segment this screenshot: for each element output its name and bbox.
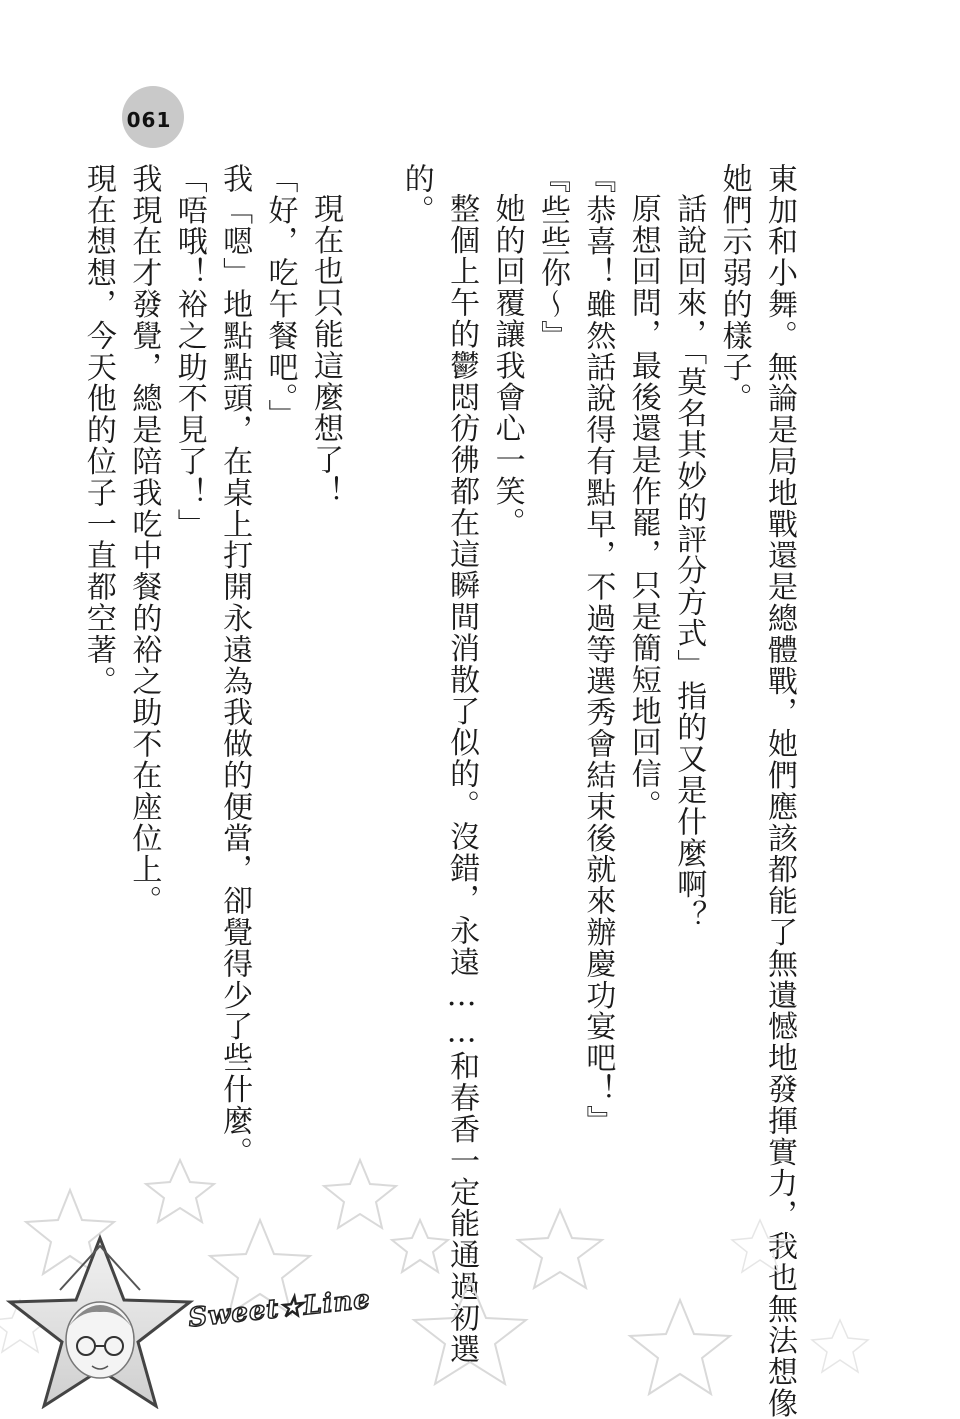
- text-line: 整個上午的鬱悶彷彿都在這瞬間消散了似的。沒錯，永遠……和春香一定能通過初選: [444, 193, 480, 1365]
- text-line: 的。: [398, 163, 434, 226]
- text-line: 現在想想，今天他的位子一直都空著。: [80, 163, 116, 697]
- star-decoration-icon: [0, 1150, 960, 1409]
- girl-illustration-star: [10, 1238, 190, 1406]
- text-line: 我「嗯」地點點頭，在桌上打開永遠為我做的便當，卻覺得少了些什麼。: [217, 163, 253, 1168]
- text-line: 原想回問，最後還是作罷，只是簡短地回信。: [625, 193, 661, 821]
- text-line: 她的回覆讓我會心一笑。: [489, 193, 525, 539]
- brand-logo: Sweet★Line: [186, 1284, 373, 1334]
- text-line: 她們示弱的樣子。: [716, 163, 752, 415]
- page-number: 061: [126, 108, 172, 132]
- text-line: 『恭喜！雖然話說得有點早，不過等選秀會結束後就來辦慶功宴吧！』: [580, 163, 616, 1137]
- text-line: 「好，吃午餐吧。」: [262, 163, 298, 431]
- text-line: 話說回來，「莫名其妙的評分方式」指的又是什麼啊？: [671, 193, 707, 932]
- text-line: 我現在才發覺，總是陪我吃中餐的裕之助不在座位上。: [126, 163, 162, 917]
- text-line: 東加和小舞。無論是局地戰還是總體戰，她們應該都能了無遺憾地發揮實力，我也無法想像: [762, 163, 797, 1419]
- text-line: 「唔哦！裕之助不見了！」: [171, 163, 207, 540]
- text-line: 『些些你～』: [534, 163, 570, 352]
- text-line: 現在也只能這麼想了！: [307, 193, 343, 507]
